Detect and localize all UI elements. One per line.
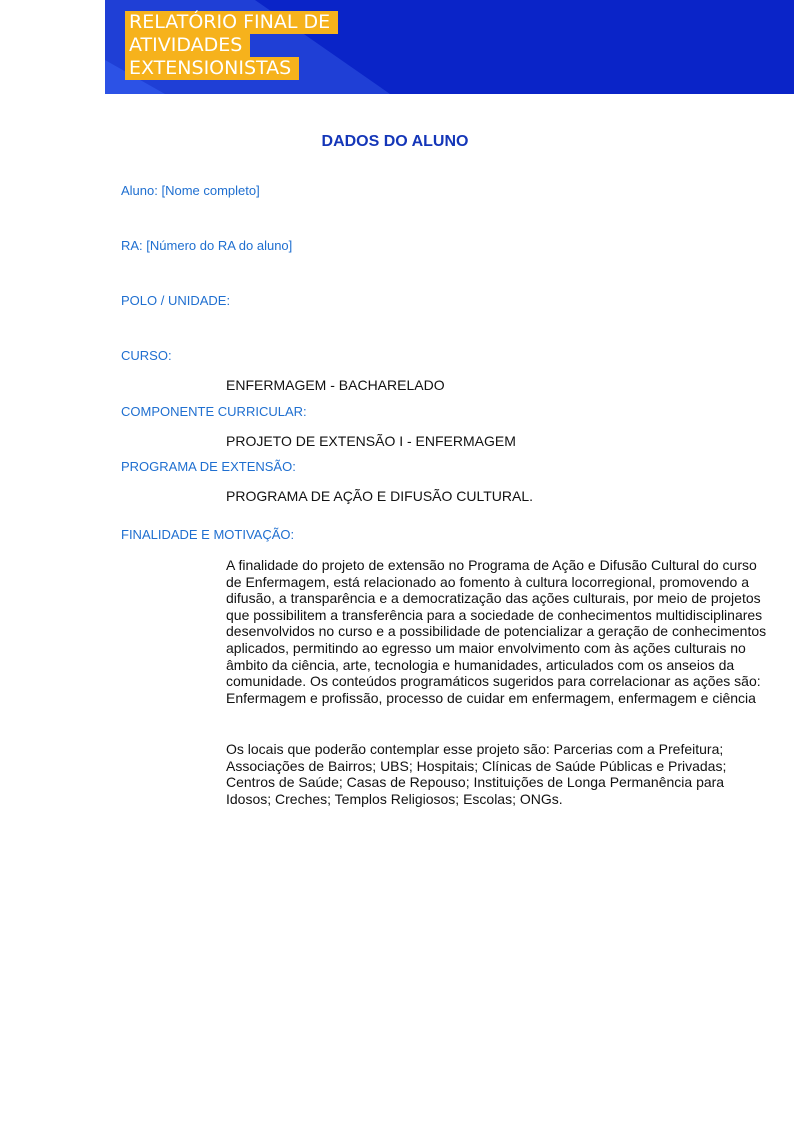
componente-curricular-label: COMPONENTE CURRICULAR: bbox=[121, 404, 307, 419]
student-ra-field[interactable]: RA: [Número do RA do aluno] bbox=[121, 238, 293, 253]
curso-value: ENFERMAGEM - BACHARELADO bbox=[226, 377, 445, 393]
student-name-field[interactable]: Aluno: [Nome completo] bbox=[121, 183, 260, 198]
curso-label: CURSO: bbox=[121, 348, 172, 363]
header-banner bbox=[105, 0, 794, 94]
programa-extensao-value: PROGRAMA DE AÇÃO E DIFUSÃO CULTURAL. bbox=[226, 488, 534, 504]
componente-curricular-value: PROJETO DE EXTENSÃO I - ENFERMAGEM bbox=[226, 433, 516, 449]
report-title-line-2: ATIVIDADES bbox=[125, 34, 250, 57]
polo-unidade-label: POLO / UNIDADE: bbox=[121, 293, 231, 308]
report-title bbox=[125, 11, 338, 80]
locais-paragraph: Os locais que poderão contemplar esse projeto são: Parcerias com a Prefeitura; Associações de Bairros; UBS; Hospitais; Clínicas de Saúde Públicas e Privadas; Centros de Saúde; Casas de Repouso; Instituições de Longa Permanência para Idosos; Creches; Templos Religiosos; Escolas; ONGs. bbox=[226, 741, 727, 807]
report-title-line-1: RELATÓRIO FINAL DE bbox=[125, 11, 338, 34]
section-title: DADOS DO ALUNO bbox=[321, 133, 469, 150]
finalidade-paragraph: A finalidade do projeto de extensão no Programa de Ação e Difusão Cultural do curso de Enfermagem, está relacionado ao fomento à cultura locorregional, promovendo a difusão, a transparência e a democratização das ações culturais, por meio de projetos que possibilitem a transferência para a sociedade de conhecimentos multidisciplinares desenvolvidos no curso e a possibilidade de potencializar a geração de conhecimentos aplicados, permitindo ao egresso um maior envolvimento com às ações culturais no âmbito da ciência, arte, tecnologia e humanidades, articulados com os anseios da comunidade. Os conteúdos programáticos sugeridos para correlacionar as ações são: Enfermagem e profissão, processo de cuidar em enfermagem, enfermagem e ciência bbox=[226, 557, 767, 706]
finalidade-motivacao-label: FINALIDADE E MOTIVAÇÃO: bbox=[121, 527, 295, 542]
report-title-line-3: EXTENSIONISTAS bbox=[125, 57, 299, 80]
programa-extensao-label: PROGRAMA DE EXTENSÃO: bbox=[121, 459, 296, 474]
